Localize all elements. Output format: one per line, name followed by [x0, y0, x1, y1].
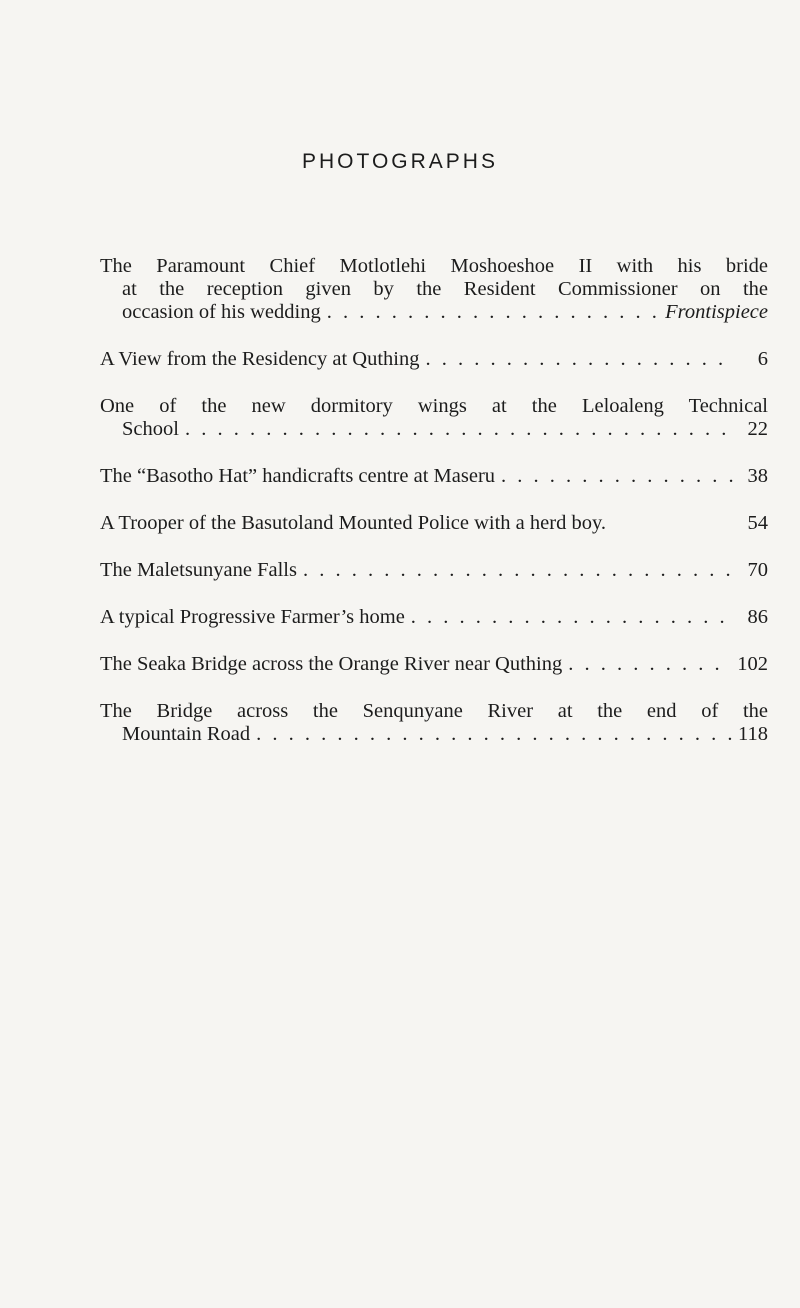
entry-text: Mountain Road	[122, 723, 251, 745]
entry-page-number: 70	[747, 559, 768, 581]
photographs-list	[100, 255, 768, 770]
entry-page-number: 6	[757, 348, 768, 370]
dot-leader	[568, 653, 731, 676]
dot-leader	[303, 559, 734, 582]
page-heading: PHOTOGRAPHS	[302, 150, 498, 173]
entry-page-number: 38	[747, 465, 768, 487]
dot-leader	[185, 418, 734, 441]
entry-page-number: 86	[747, 606, 768, 628]
entry-text-line: The Bridge across the Senqunyane River at the end of the	[100, 700, 768, 722]
list-item	[100, 512, 768, 535]
list-item	[100, 348, 768, 371]
entry-text: School	[122, 418, 179, 440]
entry-text: A Trooper of the Basutoland Mounted Police with a herd boy.	[100, 512, 606, 534]
entry-last-line	[100, 723, 768, 746]
list-item	[100, 700, 768, 746]
dot-leader	[256, 723, 732, 746]
dot-leader	[327, 301, 659, 324]
entry-text: The Seaka Bridge across the Orange River near Quthing	[100, 653, 563, 675]
entry-text-line: at the reception given by the Resident Commissioner on the	[122, 278, 768, 300]
entry-page-number: 54	[747, 512, 768, 534]
entry-last-line	[100, 348, 768, 371]
entry-page-number: 22	[747, 418, 768, 440]
entry-text: The “Basotho Hat” handicrafts centre at Maseru	[100, 465, 496, 487]
list-item	[100, 606, 768, 629]
entry-last-line	[100, 301, 768, 324]
entry-last-line	[100, 465, 768, 488]
list-item	[100, 465, 768, 488]
dot-leader	[501, 465, 734, 488]
list-item	[100, 255, 768, 324]
entry-text: The Maletsunyane Falls	[100, 559, 297, 581]
entry-last-line	[100, 559, 768, 582]
entry-text-line: The Paramount Chief Motlotlehi Moshoeshoe II with his bride	[100, 255, 768, 277]
entry-last-line	[100, 653, 768, 676]
dot-leader	[411, 606, 734, 629]
entry-text: occasion of his wedding	[122, 301, 321, 323]
list-item	[100, 653, 768, 676]
entry-text: A typical Progressive Farmer’s home	[100, 606, 405, 628]
dot-leader	[426, 348, 734, 371]
entry-last-line	[100, 606, 768, 629]
entry-text: A View from the Residency at Quthing	[100, 348, 420, 370]
entry-page-number: 102	[737, 653, 768, 675]
list-item	[100, 395, 768, 441]
entry-page-number: 118	[738, 723, 768, 745]
entry-last-line	[100, 512, 768, 535]
entry-page-number: Frontispiece	[665, 301, 768, 323]
entry-last-line	[100, 418, 768, 441]
list-item	[100, 559, 768, 582]
entry-text-line: One of the new dormitory wings at the Leloaleng Technical	[100, 395, 768, 417]
